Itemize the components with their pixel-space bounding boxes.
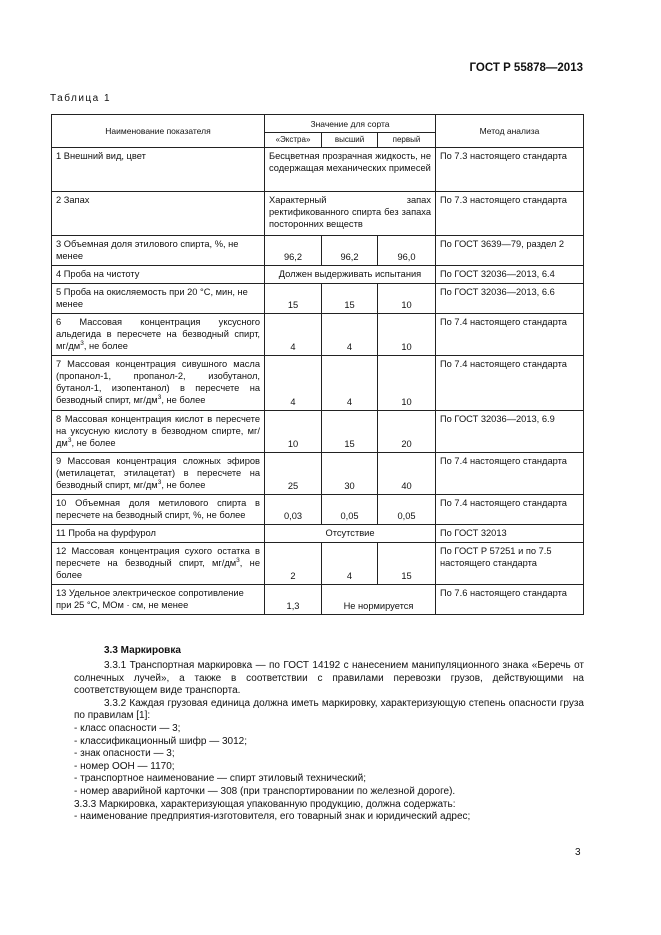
specs-table: [51, 114, 584, 615]
table-row: [52, 192, 584, 236]
row-name-main: 9 Массовая концентрация сложных эфиров (метилацетат, этилацетат) в пересчете на безводный спирт, мг/дм: [56, 456, 260, 490]
value-extra: 15: [265, 284, 322, 314]
row-name-tail: , не более: [161, 480, 206, 490]
value-not-regulated: Не нормируется: [322, 585, 436, 615]
row-name: [52, 453, 265, 495]
value-highest: 30: [322, 453, 378, 495]
paragraph: 3.3.1 Транспортная маркировка — по ГОСТ 14192 с нанесением манипуляционного знака «Беречь от солнечных лучей», а также в соответствии с правилами перевозки грузов, действующими на соответствующем виде транспорта.: [74, 660, 584, 697]
row-method: По 7.4 настоящего стандарта: [436, 314, 584, 356]
table-row: [52, 236, 584, 266]
list-item: - номер аварийной карточки — 308 (при транспортировании по железной дороге).: [74, 785, 456, 797]
row-method: По ГОСТ 32036—2013, 6.4: [436, 266, 584, 284]
list-item: - знак опасности — 3;: [74, 748, 175, 760]
row-merged-value: Отсутствие: [265, 525, 436, 543]
superscript: 3: [80, 339, 84, 347]
header-name: Наименование показателя: [52, 115, 265, 148]
row-name-tail: , не более: [161, 395, 206, 405]
value-first: 96,0: [378, 236, 436, 266]
superscript: 3: [67, 436, 72, 444]
header-value-group: Значение для сорта: [265, 115, 436, 133]
row-method: По 7.6 настоящего стандарта: [436, 585, 584, 615]
header-method: Метод анализа: [436, 115, 584, 148]
table-row: [52, 148, 584, 192]
table-row: [52, 314, 584, 356]
row-name: [52, 314, 265, 356]
row-merged-value: Бесцветная прозрачная жидкость, не содержащая механических примесей: [265, 148, 436, 192]
value-first: 10: [378, 356, 436, 411]
value-highest: 4: [322, 356, 378, 411]
value-first: 40: [378, 453, 436, 495]
table-row: [52, 585, 584, 615]
value-extra: 10: [265, 411, 322, 453]
paragraph: 3.3.2 Каждая грузовая единица должна иметь маркировку, характеризующую степень опасности груза по правилам [1]:: [74, 697, 584, 722]
row-name: 1 Внешний вид, цвет: [52, 148, 265, 192]
value-highest: 15: [322, 284, 378, 314]
page-number: 3: [575, 847, 581, 858]
value-highest: 4: [322, 543, 378, 585]
row-method: По ГОСТ Р 57251 и по 7.5 настоящего стандарта: [436, 543, 584, 585]
row-name-main: 7 Массовая концентрация сивушного масла (пропанол-1, пропанол-2, изобутанол, бутанол-1, изопентанол) в пересчете на безводный спирт, мг/дм: [56, 359, 260, 405]
row-merged-value: Характерный запах ректификованного спирта без запаха посторонних веществ: [265, 192, 436, 236]
table-row: [52, 284, 584, 314]
row-name-tail: , не более: [83, 341, 128, 351]
row-method: По 7.3 настоящего стандарта: [436, 192, 584, 236]
paragraph: 3.3.3 Маркировка, характеризующая упакованную продукцию, должна содержать:: [74, 798, 456, 810]
row-method: По ГОСТ 32013: [436, 525, 584, 543]
row-name: 13 Удельное электрическое сопротивление при 25 °С, МОм · см, не менее: [52, 585, 265, 615]
row-merged-value: Должен выдерживать испытания: [265, 266, 436, 284]
row-method: По ГОСТ 32036—2013, 6.9: [436, 411, 584, 453]
superscript: 3: [157, 393, 162, 401]
value-first: 20: [378, 411, 436, 453]
header-extra: «Экстра»: [265, 133, 322, 148]
body-text: [74, 660, 584, 824]
row-method: По 7.4 настоящего стандарта: [436, 453, 584, 495]
value-highest: 0,05: [322, 495, 378, 525]
row-name: [52, 411, 265, 453]
table-row: [52, 266, 584, 284]
table-row: [52, 543, 584, 585]
row-name: 3 Объемная доля этилового спирта, %, не менее: [52, 236, 265, 266]
row-name-main: 8 Массовая концентрация кислот в пересчете на уксусную кислоту в безводном спирте, мг/дм: [56, 414, 260, 448]
list-item: - номер ООН — 1170;: [74, 760, 175, 772]
row-name: 4 Проба на чистоту: [52, 266, 265, 284]
table-row: [52, 525, 584, 543]
value-extra: 4: [265, 314, 322, 356]
table-row: [52, 411, 584, 453]
value-extra: 1,3: [265, 585, 322, 615]
value-extra: 25: [265, 453, 322, 495]
table-row: [52, 356, 584, 411]
row-method: По ГОСТ 32036—2013, 6.6: [436, 284, 584, 314]
document-header: ГОСТ Р 55878—2013: [469, 62, 583, 74]
list-item: - наименование предприятия-изготовителя, его товарный знак и юридический адрес;: [74, 811, 471, 823]
value-first: 15: [378, 543, 436, 585]
value-highest: 15: [322, 411, 378, 453]
row-name: 11 Проба на фурфурол: [52, 525, 265, 543]
value-highest: 4: [322, 314, 378, 356]
row-name-tail: , не более: [56, 558, 260, 580]
list-item: - класс опасности — 3;: [74, 722, 181, 734]
header-highest: высший: [322, 133, 378, 148]
row-name: 2 Запах: [52, 192, 265, 236]
row-method: По 7.4 настоящего стандарта: [436, 356, 584, 411]
value-first: 10: [378, 314, 436, 356]
row-method: По 7.3 настоящего стандарта: [436, 148, 584, 192]
row-name: 10 Объемная доля метилового спирта в пересчете на безводный спирт, %, не более: [52, 495, 265, 525]
row-name-tail: , не более: [71, 438, 116, 448]
value-extra: 96,2: [265, 236, 322, 266]
row-name-main: 6 Массовая концентрация уксусного альдегида в пересчете на безводный спирт, мг/дм: [56, 317, 260, 351]
value-first: 0,05: [378, 495, 436, 525]
value-extra: 0,03: [265, 495, 322, 525]
value-extra: 2: [265, 543, 322, 585]
header-first: первый: [378, 133, 436, 148]
section-title: 3.3 Маркировка: [104, 645, 181, 656]
superscript: 3: [157, 478, 162, 486]
table-caption: Таблица 1: [50, 93, 112, 104]
row-name: [52, 356, 265, 411]
value-highest: 96,2: [322, 236, 378, 266]
list-item: - транспортное наименование — спирт этиловый технический;: [74, 773, 366, 785]
row-method: По ГОСТ 3639—79, раздел 2: [436, 236, 584, 266]
list-item: - классификационный шифр — 3012;: [74, 735, 247, 747]
table-row: [52, 495, 584, 525]
value-extra: 4: [265, 356, 322, 411]
row-name: 5 Проба на окисляемость при 20 °С, мин, не менее: [52, 284, 265, 314]
superscript: 3: [236, 556, 240, 564]
row-name-main: 12 Массовая концентрация сухого остатка в пересчете на безводный спирт, мг/дм: [56, 546, 260, 568]
row-name: [52, 543, 265, 585]
table-row: [52, 453, 584, 495]
value-first: 10: [378, 284, 436, 314]
row-method: По 7.4 настоящего стандарта: [436, 495, 584, 525]
